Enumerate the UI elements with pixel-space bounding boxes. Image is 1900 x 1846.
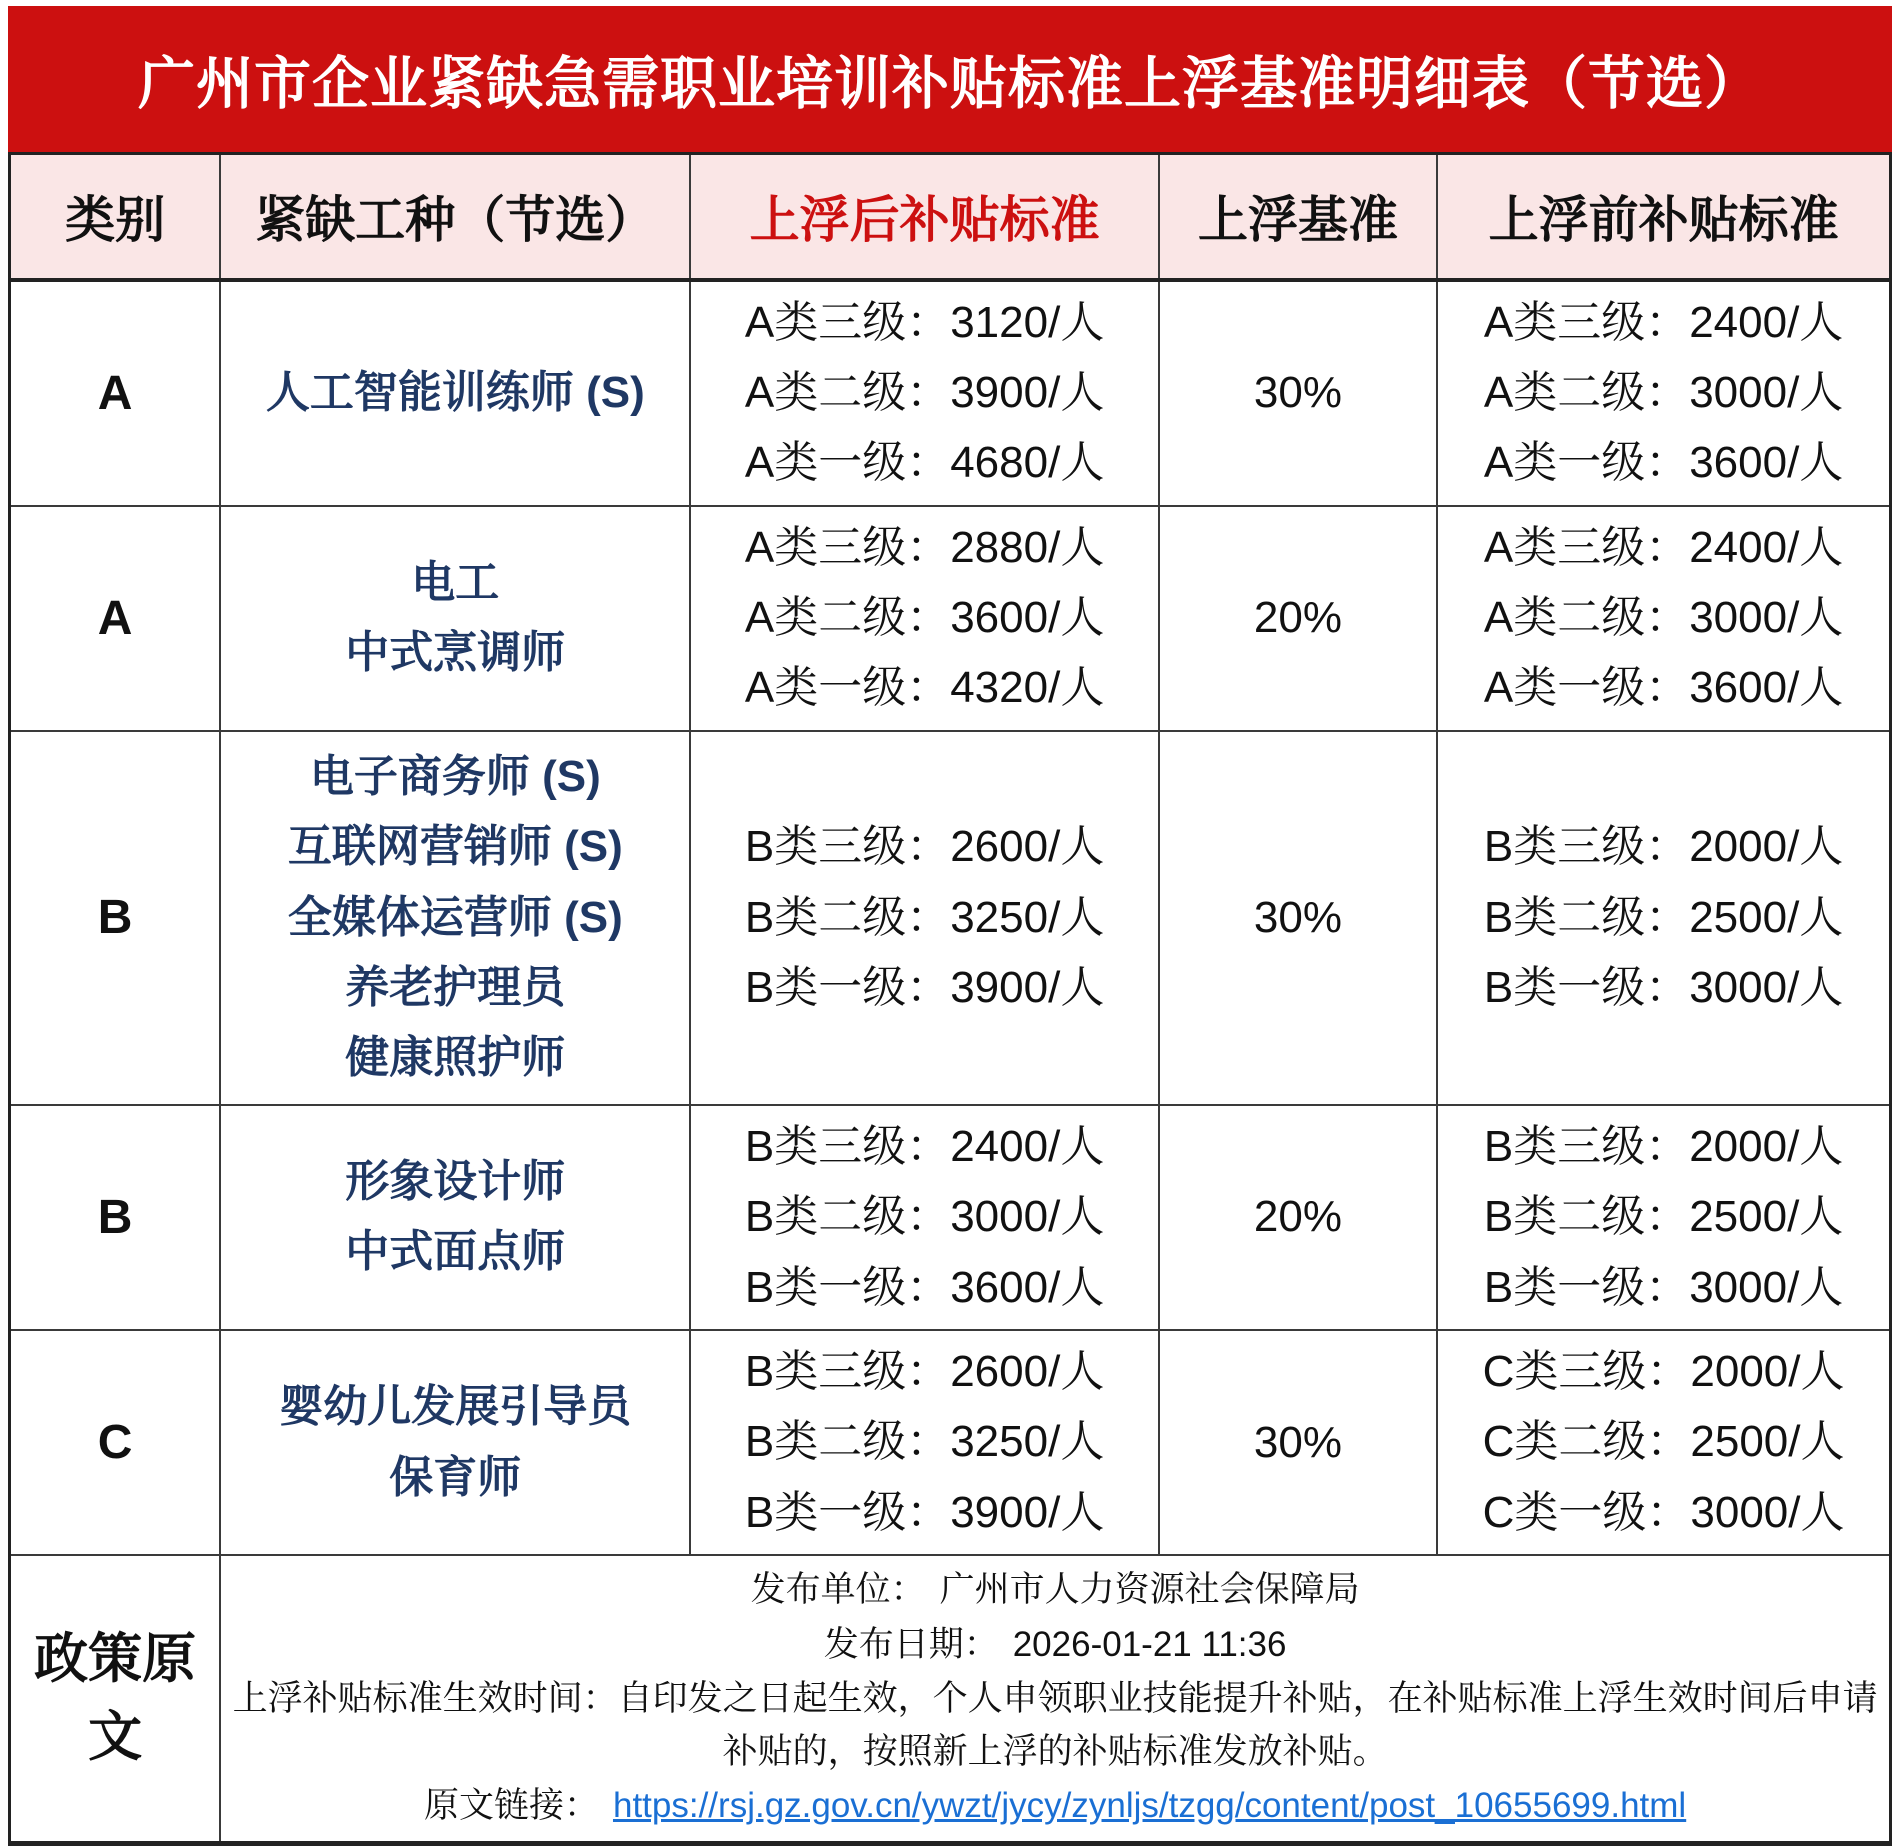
table-row <box>10 280 1891 506</box>
occupations-cell: 形象设计师 中式面点师 <box>220 1105 690 1330</box>
table-header-row <box>10 154 1891 280</box>
publish-date-value: 2026-01-21 11:36 <box>1012 1624 1287 1664</box>
category-cell: A <box>10 280 221 506</box>
uplift-basis-cell: 30% <box>1159 280 1437 506</box>
uplift-basis-cell: 30% <box>1159 1330 1437 1555</box>
after-subsidy-cell: B类三级：2400/人 B类二级：3000/人 B类一级：3600/人 <box>690 1105 1158 1330</box>
publish-date-label: 发布日期： <box>823 1624 999 1664</box>
table-row <box>10 506 1891 731</box>
occupations-cell: 电工 中式烹调师 <box>220 506 690 731</box>
policy-source-row <box>10 1555 1891 1843</box>
before-subsidy-cell: B类三级：2000/人 B类二级：2500/人 B类一级：3000/人 <box>1437 1105 1890 1330</box>
occupations-cell: 电子商务师 (S) 互联网营销师 (S) 全媒体运营师 (S) 养老护理员 健康照护师 <box>220 731 690 1105</box>
before-subsidy-cell: B类三级：2000/人 B类二级：2500/人 B类一级：3000/人 <box>1437 731 1890 1105</box>
page-title: 广州市企业紧缺急需职业培训补贴标准上浮基准明细表（节选） <box>138 52 1762 116</box>
before-subsidy-cell: A类三级：2400/人 A类二级：3000/人 A类一级：3600/人 <box>1437 280 1890 506</box>
policy-source-details <box>220 1555 1890 1843</box>
publish-date-line <box>229 1619 1881 1672</box>
category-cell: B <box>10 731 221 1105</box>
col-header-before-subsidy: 上浮前补贴标准 <box>1437 154 1890 280</box>
before-subsidy-cell: A类三级：2400/人 A类二级：3000/人 A类一级：3600/人 <box>1437 506 1890 731</box>
title-banner <box>8 6 1892 152</box>
table-row <box>10 1105 1891 1330</box>
col-header-uplift-basis: 上浮基准 <box>1159 154 1437 280</box>
occupations-cell: 婴幼儿发展引导员 保育师 <box>220 1330 690 1555</box>
occupations-cell: 人工智能训练师 (S) <box>220 280 690 506</box>
effective-time-note: 上浮补贴标准生效时间：自印发之日起生效，个人申领职业技能提升补贴，在补贴标准上浮生效时间后申请补贴的，按照新上浮的补贴标准发放补贴。 <box>232 1679 1878 1771</box>
policy-source-label: 政策原文 <box>10 1555 221 1843</box>
after-subsidy-cell: B类三级：2600/人 B类二级：3250/人 B类一级：3900/人 <box>690 1330 1158 1555</box>
publisher-label: 发布单位： <box>750 1570 926 1610</box>
category-cell: A <box>10 506 221 731</box>
subsidy-table <box>8 152 1892 1846</box>
uplift-basis-cell: 20% <box>1159 1105 1437 1330</box>
col-header-after-subsidy: 上浮后补贴标准 <box>690 154 1158 280</box>
publisher-line <box>229 1564 1881 1617</box>
original-link-label: 原文链接： <box>423 1786 599 1826</box>
category-cell: C <box>10 1330 221 1555</box>
after-subsidy-cell: A类三级：3120/人 A类二级：3900/人 A类一级：4680/人 <box>690 280 1158 506</box>
after-subsidy-cell: A类三级：2880/人 A类二级：3600/人 A类一级：4320/人 <box>690 506 1158 731</box>
col-header-category: 类别 <box>10 154 221 280</box>
uplift-basis-cell: 30% <box>1159 731 1437 1105</box>
before-subsidy-cell: C类三级：2000/人 C类二级：2500/人 C类一级：3000/人 <box>1437 1330 1890 1555</box>
table-row <box>10 731 1891 1105</box>
original-link-line <box>229 1780 1881 1833</box>
publisher-value: 广州市人力资源社会保障局 <box>939 1570 1360 1610</box>
original-link[interactable]: https://rsj.gz.gov.cn/ywzt/jycy/zynljs/tzgg/content/post_10655699.html <box>612 1786 1687 1826</box>
col-header-occupations: 紧缺工种（节选） <box>220 154 690 280</box>
category-cell: B <box>10 1105 221 1330</box>
table-row <box>10 1330 1891 1555</box>
uplift-basis-cell: 20% <box>1159 506 1437 731</box>
after-subsidy-cell: B类三级：2600/人 B类二级：3250/人 B类一级：3900/人 <box>690 731 1158 1105</box>
